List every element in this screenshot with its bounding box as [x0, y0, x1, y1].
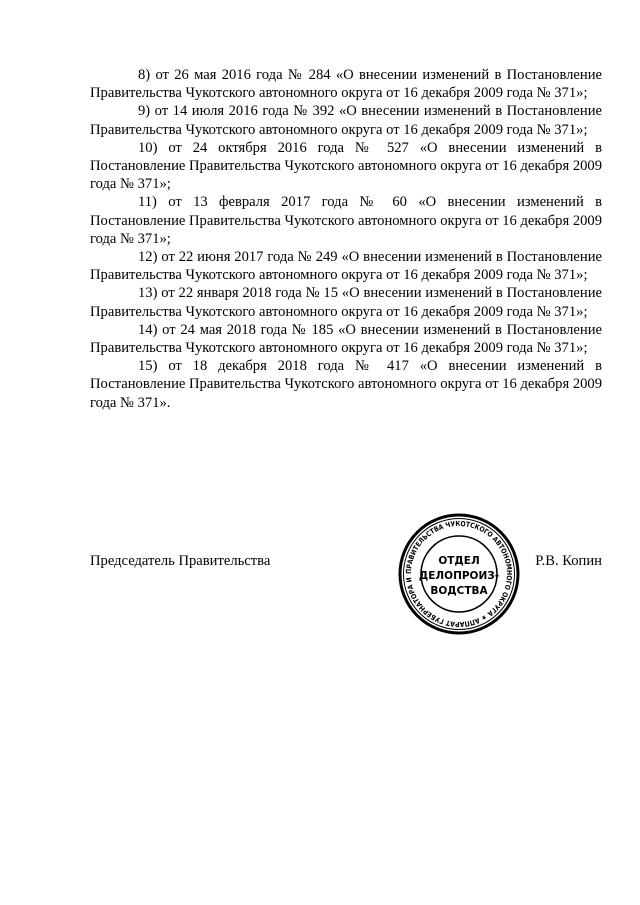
list-item: 15) от 18 декабря 2018 года № 417 «О внесении изменений в Постановление Правительства Чукотского автономного округа от 16 декабря 2009 года № 371». — [90, 358, 603, 411]
signer-title: Председатель Правительства — [90, 553, 271, 569]
svg-text:ДЕЛОПРОИЗ-: ДЕЛОПРОИЗ- — [418, 570, 500, 582]
list-item: 9) от 14 июля 2016 года № 392 «О внесении изменений в Постановление Правительства Чукотского автономного округа от 16 декабря 2009 года № 371»; — [90, 103, 602, 138]
signer-name: Р.В. Копин — [535, 553, 602, 569]
svg-text:ВОДСТВА: ВОДСТВА — [430, 585, 488, 597]
list-item: 11) от 13 февраля 2017 года № 60 «О внесении изменений в Постановление Правительства Чукотского автономного округа от 16 декабря 2009 года № 371»; — [90, 194, 603, 247]
svg-text:ПРАВИТЕЛЬСТВА ЧУКОТСКОГО АВТОН: ПРАВИТЕЛЬСТВА ЧУКОТСКОГО АВТОНОМНОГО ОКРУГА ★ АППАРАТ ГУБЕРНАТОРА И — [404, 519, 514, 629]
list-item: 14) от 24 мая 2018 года № 185 «О внесении изменений в Постановление Правительства Чукотского автономного округа от 16 декабря 2009 года № 371»; — [90, 321, 602, 357]
list-item: 8) от 26 мая 2016 года № 284 «О внесении изменений в Постановление Правительства Чукотского автономного округа от 16 декабря 2009 года № 371»; — [90, 67, 602, 102]
document-body — [90, 66, 602, 412]
svg-text:ОТДЕЛ: ОТДЕЛ — [438, 555, 480, 567]
list-item: 12) от 22 июня 2017 года № 249 «О внесении изменений в Постановление Правительства Чукотского автономного округа от 16 декабря 2009 года № 371»; — [90, 249, 602, 284]
list-item: 13) от 22 января 2018 года № 15 «О внесении изменений в Постановление Правительства Чукотского автономного округа от 16 декабря 2009 года № 371»; — [90, 285, 602, 320]
department-stamp — [397, 512, 521, 636]
list-item: 10) от 24 октября 2016 года № 527 «О внесении изменений в Постановление Правительства Чукотского автономного округа от 16 декабря 2009 года № 371»; — [90, 139, 603, 193]
